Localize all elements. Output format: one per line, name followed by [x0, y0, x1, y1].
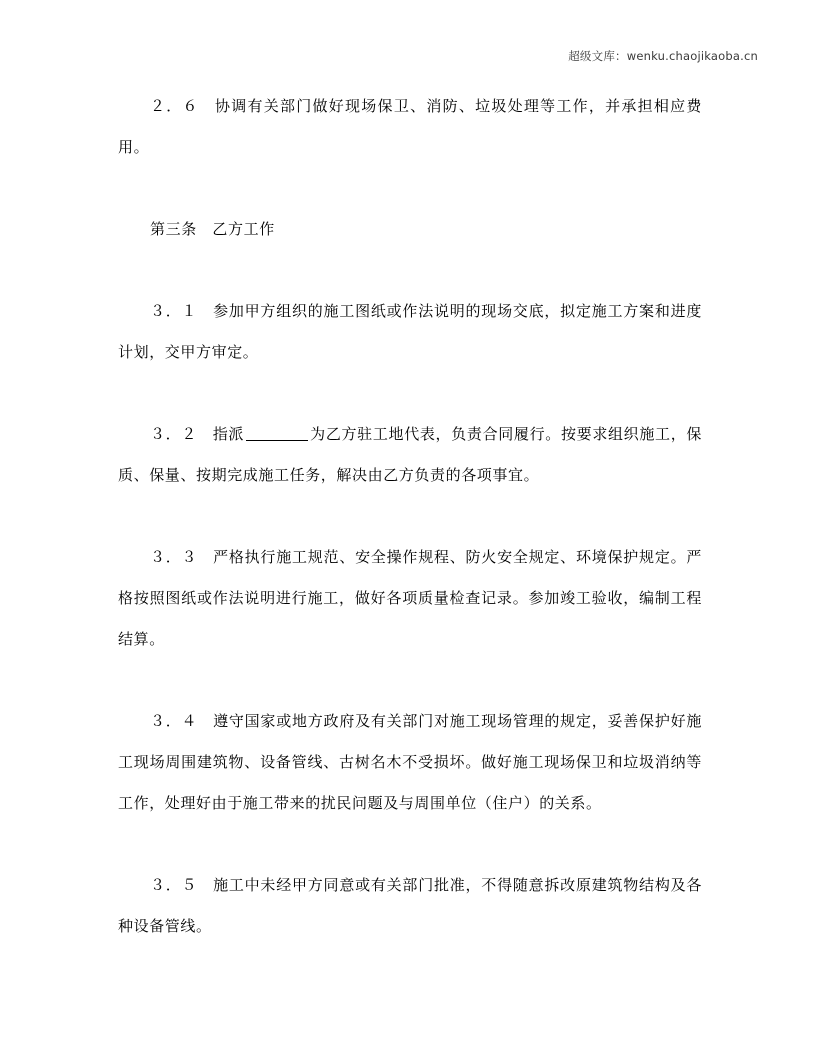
paragraph-spacer	[118, 168, 702, 209]
paragraph-clause-2-6: ２．６ 协调有关部门做好现场保卫、消防、垃圾处理等工作，并承担相应费用。	[118, 97, 702, 156]
paragraph-clause-3-4: ３．４ 遵守国家或地方政府及有关部门对施工现场管理的规定，妥善保护好施工现场周围建筑物、设备管线、古树名木不受损坏。做好施工现场保卫和垃圾消纳等工作，处理好由于施工带来的扰民问题及与周围单位（住户）的关系。	[118, 712, 702, 812]
document-body	[118, 86, 702, 947]
clause-3-2-suffix: 为乙方驻工地代表，负责合同履行。按要求组织施工，保质、保量、按期完成施工任务，解决由乙方负责的各项事宜。	[118, 425, 702, 484]
paragraph-spacer	[118, 250, 702, 291]
paragraph-clause-3-2	[118, 414, 702, 496]
paragraph-spacer	[118, 824, 702, 865]
paragraph-clause-3-5: ３．５ 施工中未经甲方同意或有关部门批准，不得随意拆改原建筑物结构及各种设备管线。	[118, 876, 702, 935]
paragraph-spacer	[118, 496, 702, 537]
site-watermark: 超级文库：wenku.chaojikaoba.cn	[568, 49, 758, 63]
paragraph-spacer	[118, 373, 702, 414]
heading-section-3: 第三条 乙方工作	[150, 220, 275, 238]
paragraph-clause-3-3: ３．３ 严格执行施工规范、安全操作规程、防火安全规定、环境保护规定。严格按照图纸或作法说明进行施工，做好各项质量检查记录。参加竣工验收，编制工程结算。	[118, 548, 702, 648]
paragraph-clause-3-1: ３．１ 参加甲方组织的施工图纸或作法说明的现场交底，拟定施工方案和进度计划，交甲方审定。	[118, 302, 702, 361]
fill-in-blank-representative[interactable]	[246, 440, 308, 441]
paragraph-spacer	[118, 660, 702, 701]
clause-3-2-prefix: ３．２ 指派	[150, 425, 245, 443]
